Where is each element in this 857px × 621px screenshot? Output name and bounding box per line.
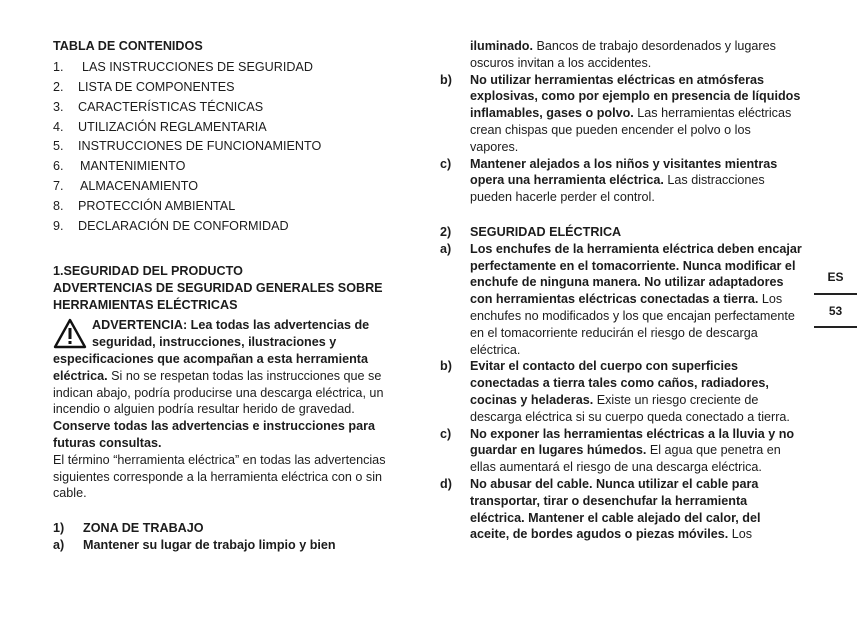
- side-divider-top: [814, 293, 857, 295]
- electric-item-b: b) Evitar el contacto del cuerpo con superficies conectadas a tierra tales como caños, radiadores, cocinas y heladeras. Existe un riesgo creciente de descarga eléctrica si su cuerpo queda conectado a tierra.: [440, 359, 790, 424]
- toc-item: 4. UTILIZACIÓN REGLAMENTARIA: [53, 119, 267, 134]
- warning-paragraph: especificaciones que acompañan a esta herramienta eléctrica. Si no se respetan todas las instrucciones que se indican abajo, podría producirse una descarga eléctrica, un incendio o alguien podría resultar herido de gravedad.: [53, 351, 384, 417]
- warning-line-2: seguridad, instrucciones, ilustraciones y: [92, 335, 337, 350]
- zone-item-c: c) Mantener alejados a los niños y visitantes mientras opera una herramienta eléctrica. Las distracciones pueden hacerle perder el control.: [440, 156, 778, 205]
- left-column: [53, 38, 415, 554]
- toc-item: 2. LISTA DE COMPONENTES: [53, 80, 235, 95]
- toc-item: 3. CARACTERÍSTICAS TÉCNICAS: [53, 99, 264, 114]
- side-divider-bottom: [814, 326, 857, 328]
- electric-item-c: c) No exponer las herramientas eléctricas a la lluvia y no guardar en lugares húmedos. El agua que penetra en ellas aumentará el riesgo de una descarga eléctrica.: [440, 426, 795, 475]
- right-column: [440, 38, 802, 543]
- electric-item-d: d) No abusar del cable. Nunca utilizar el cable para transportar, tirar o desenchufar la herramienta eléctrica. Mantener el cable alejado del calor, del aceite, de bordes agudos o piezas móviles. Los: [440, 476, 761, 542]
- section-subtitle: ADVERTENCIAS DE SEGURIDAD GENERALES SOBRE HERRAMIENTAS ELÉCTRICAS: [53, 280, 383, 312]
- warning-line-1: ADVERTENCIA: Lea todas las advertencias de: [92, 318, 370, 333]
- electric-heading: 2) SEGURIDAD ELÉCTRICA: [440, 224, 622, 239]
- toc-item: 1. LAS INSTRUCCIONES DE SEGURIDAD: [53, 60, 313, 75]
- keep-instructions: Conserve todas las advertencias e instrucciones para futuras consultas.: [53, 419, 375, 450]
- zone-item-a-continued: iluminado. Bancos de trabajo desordenados y lugares oscuros invitan a los accidentes.: [470, 39, 776, 70]
- page-number: 53: [828, 304, 843, 318]
- zone-item-b: b) No utilizar herramientas eléctricas en atmósferas explosivas, como por ejemplo en presencia de líquidos inflamables, gases o polvo. Las herramientas eléctricas crean chispas que pueden encender el polvo o los vapores.: [440, 72, 801, 154]
- toc-title: TABLA DE CONTENIDOS: [53, 39, 203, 53]
- term-definition: El término “herramienta eléctrica” en todas las advertencias siguientes corresponde a la herramienta eléctrica con o sin cable.: [53, 452, 386, 501]
- zone-heading: 1) ZONA DE TRABAJO: [53, 521, 204, 536]
- toc-item: 7. ALMACENAMIENTO: [53, 179, 199, 194]
- warning-block: [53, 317, 415, 418]
- toc-item: 8. PROTECCIÓN AMBIENTAL: [53, 198, 236, 213]
- toc-item: 5. INSTRUCCIONES DE FUNCIONAMIENTO: [53, 139, 322, 154]
- toc-item: 6. MANTENIMIENTO: [53, 159, 186, 174]
- language-tab: ES: [827, 270, 844, 284]
- toc-list: [53, 58, 415, 236]
- zone-item-a: a) Mantener su lugar de trabajo limpio y bien: [53, 537, 336, 552]
- section-title: 1.SEGURIDAD DEL PRODUCTO: [53, 263, 243, 278]
- warning-icon: [53, 318, 87, 350]
- electric-item-a: a) Los enchufes de la herramienta eléctrica deben encajar perfectamente en el tomacorriente. Nunca modificar el enchufe de ninguna manera. No utilizar adaptadores con herramientas eléctricas conectadas a tierra. Los enchufes no modificados y los que encajan perfectamente en el tomacorriente reducirán el riesgo de descarga eléctrica.: [440, 241, 802, 357]
- toc-item: 9. DECLARACIÓN DE CONFORMIDAD: [53, 218, 289, 233]
